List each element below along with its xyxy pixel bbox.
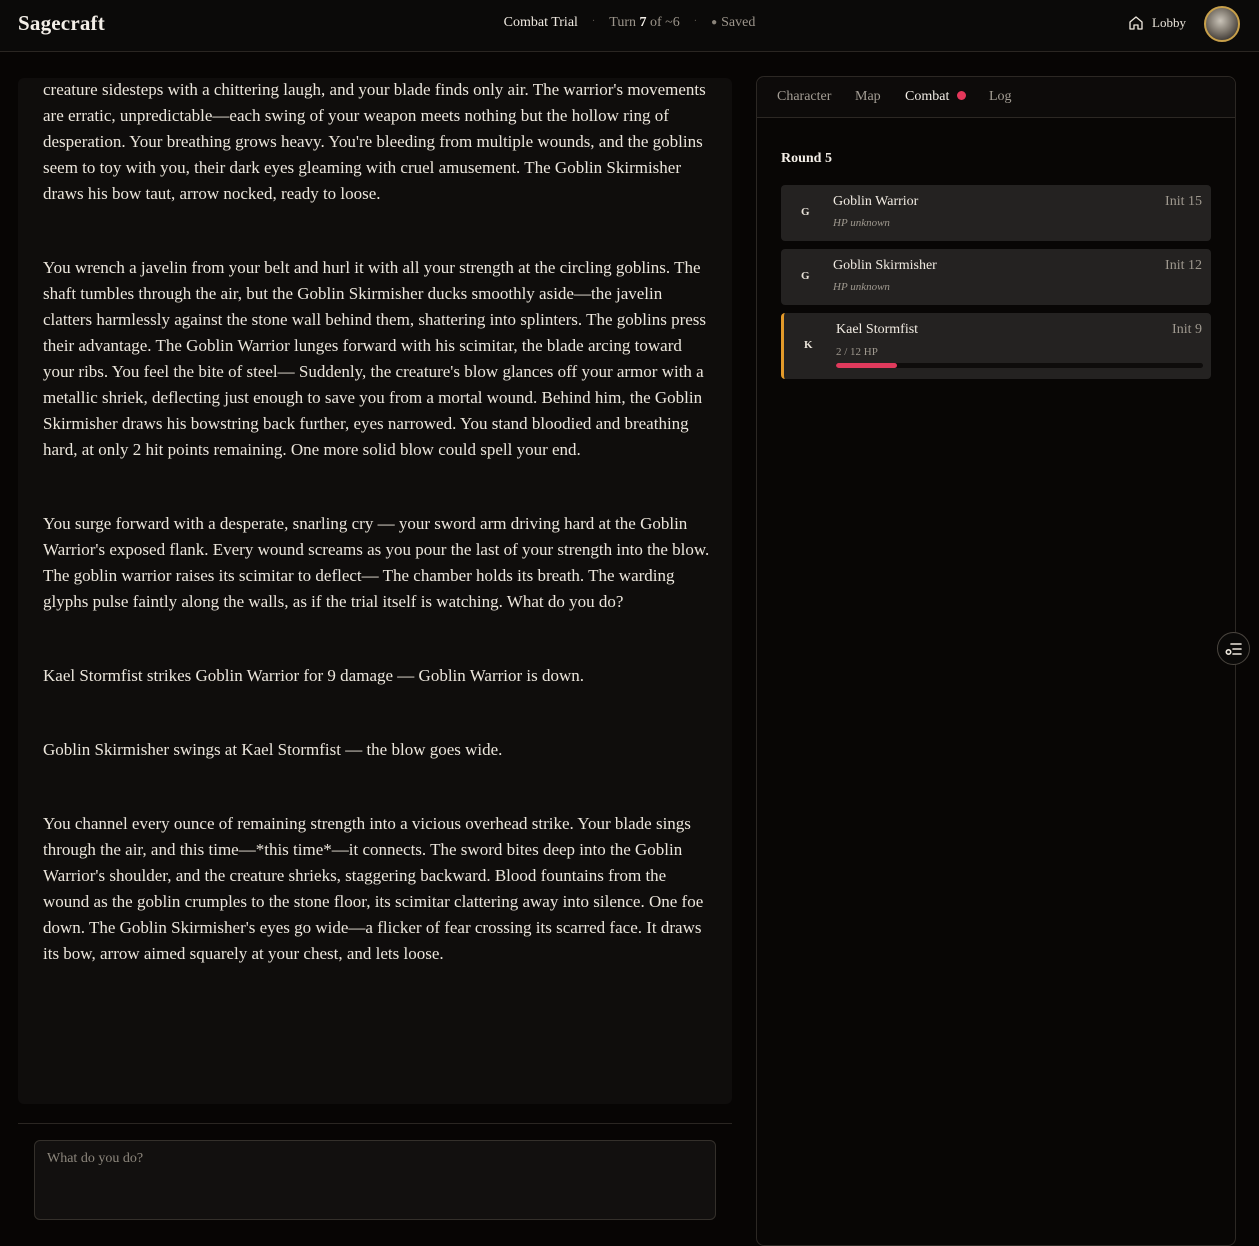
turn-number: 7 [639, 15, 647, 30]
combatant-initiative: Init 12 [1165, 258, 1202, 273]
combatant-card[interactable] [781, 185, 1211, 241]
list-settings-icon [1225, 642, 1243, 656]
tab-log[interactable]: Log [989, 89, 1012, 104]
story-paragraph: You wrench a javelin from your belt and hurl it with all your strength at the circling goblins. The shaft tumbles through the air, but the Goblin Skirmisher ducks smoothly aside—the javelin clatters harmlessly against the stone wall behind them, shattering into splinters. The goblins press their advantage. The Goblin Warrior lunges forward with his scimitar, the blade arcing toward your ribs. You feel the bite of steel— Suddenly, the creature's blow glances off your armor with a metallic shriek, deflecting just enough to save you from a mortal wound. Behind him, the Goblin Skirmisher draws his bowstring back further, eyes narrowed. You stand bloodied and breathing hard, at only 2 hit points remaining. One more solid blow could spell your end. [43, 258, 707, 459]
combatant-initial: G [801, 270, 810, 282]
lobby-button[interactable] [1128, 15, 1186, 31]
hp-bar [836, 363, 1203, 368]
combatant-initial: G [801, 206, 810, 218]
separator-dot: · [591, 16, 596, 27]
divider [18, 1123, 732, 1124]
story-paragraph: creature sidesteps with a chittering laugh, and your blade finds only air. The warrior's movements are erratic, unpredictable—each swing of your weapon meets nothing but the hollow ring of desperation. Your breathing grows heavy. You're bleeding from multiple wounds, and the goblins seem to toy with you, their dark eyes gleaming with cruel amusement. The Goblin Skirmisher draws his bow taut, arrow nocked, ready to loose. [43, 80, 706, 203]
separator-dot: · [693, 16, 698, 27]
save-status: ● Saved [711, 15, 756, 30]
tab-character[interactable]: Character [777, 89, 832, 104]
combatant-hp: 2 / 12 HP [836, 346, 878, 358]
combatant-hp: HP unknown [833, 281, 890, 293]
tab-map[interactable]: Map [855, 89, 881, 104]
session-info [0, 15, 1259, 31]
story-paragraph: You surge forward with a desperate, snarling cry — your sword arm driving hard at the Goblin Warrior's exposed flank. Every wound screams as you pour the last of your strength into the blow. The goblin warrior raises its scimitar to deflect— The chamber holds its breath. The warding glyphs pulse faintly along the walls, as if the trial itself is watching. What do you do? [43, 514, 710, 611]
home-icon [1128, 15, 1144, 31]
action-input[interactable] [34, 1140, 716, 1220]
top-bar [0, 0, 1259, 52]
combatant-name: Goblin Warrior [833, 194, 919, 209]
side-panel [756, 76, 1236, 1246]
story-paragraph: Kael Stormfist strikes Goblin Warrior for 9 damage — Goblin Warrior is down. [43, 666, 585, 685]
tab-combat[interactable]: Combat [905, 89, 966, 105]
session-title: Combat Trial [503, 15, 578, 30]
turn-indicator: Turn 7 of ~6 [609, 15, 680, 30]
story-log[interactable] [18, 78, 732, 1104]
combatant-initiative: Init 9 [1172, 322, 1202, 337]
avatar[interactable] [1204, 6, 1240, 42]
story-paragraph: Goblin Skirmisher swings at Kael Stormfist — the blow goes wide. [43, 740, 503, 759]
story-paragraph: You channel every ounce of remaining strength into a vicious overhead strike. Your blade sings through the air, and this time—*this time*—it connects. The sword bites deep into the Goblin Warrior's shoulder, and the creature shrieks, staggering backward. Blood fountains from the wound as the goblin crumples to the stone floor, its scimitar clattering away into silence. One foe down. The Goblin Skirmisher's eyes go wide—a flicker of fear crossing its scarred face. It draws its bow, arrow aimed squarely at your chest, and lets loose. [43, 814, 704, 963]
lobby-label: Lobby [1152, 15, 1186, 30]
combatant-initiative: Init 15 [1165, 194, 1202, 209]
combatant-initial: K [804, 339, 813, 351]
saved-dot-icon: ● [711, 17, 718, 28]
combatant-name: Kael Stormfist [836, 322, 919, 337]
panel-tabs [757, 77, 1235, 118]
combatant-card[interactable] [781, 249, 1211, 305]
round-label: Round 5 [781, 151, 832, 166]
story-content [43, 78, 713, 1015]
combatant-card-player[interactable] [781, 313, 1211, 379]
list-settings-button[interactable] [1217, 632, 1250, 665]
combatant-name: Goblin Skirmisher [833, 258, 937, 273]
combat-alert-dot-icon [957, 91, 966, 100]
brand-logo[interactable]: Sagecraft [18, 11, 105, 35]
combatant-hp: HP unknown [833, 217, 890, 229]
hp-bar-fill [836, 363, 897, 368]
